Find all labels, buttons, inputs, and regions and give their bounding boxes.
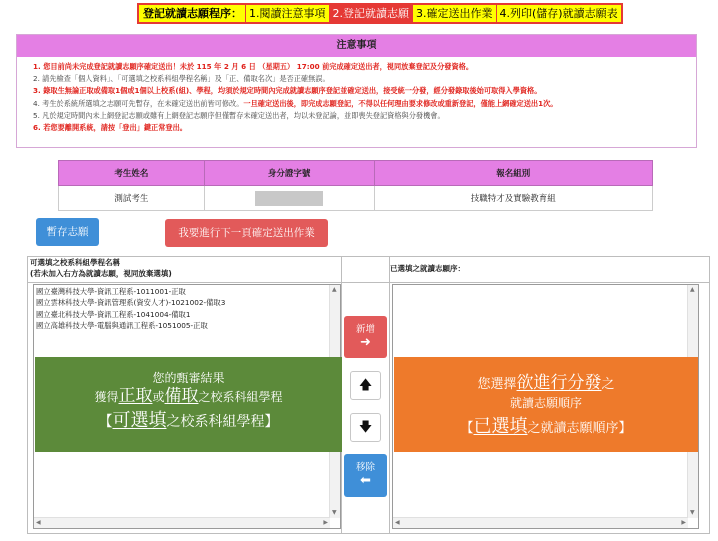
orange-banner-bracket: 【 bbox=[460, 421, 474, 436]
available-programs-banner bbox=[35, 357, 342, 452]
remove-button-label: 移除 bbox=[355, 462, 375, 473]
next-page-confirm-button[interactable]: 我要進行下一頁確定送出作業 bbox=[165, 219, 328, 247]
add-preference-button[interactable] bbox=[344, 316, 387, 358]
green-banner-selectable: 可選填 bbox=[112, 410, 167, 431]
registration-group: 技職特才及實驗教育組 bbox=[374, 186, 652, 211]
program-option-4[interactable]: 國立高雄科技大學-電腦與通訊工程系-1051005-正取 bbox=[36, 320, 208, 330]
step-3-confirm: 3.確定送出作業 bbox=[412, 5, 496, 22]
notice-panel bbox=[16, 34, 697, 148]
green-banner-text: 或 bbox=[152, 390, 165, 404]
remove-preference-button[interactable] bbox=[344, 454, 387, 497]
arrow-right-icon: ➜ bbox=[360, 335, 371, 350]
move-down-button[interactable] bbox=[350, 413, 381, 442]
green-banner-bracket: 【 bbox=[98, 414, 113, 430]
scroll-right-arrow-icon[interactable]: ▶ bbox=[323, 519, 328, 526]
orange-banner-selected: 已選填 bbox=[473, 416, 528, 437]
header-applicant-name: 考生姓名 bbox=[59, 161, 205, 186]
green-banner-line1: 您的甄審結果 bbox=[152, 371, 225, 385]
green-banner-line3 bbox=[35, 407, 342, 436]
applicant-data-row bbox=[59, 186, 653, 211]
scroll-left-arrow-icon[interactable]: ◀ bbox=[36, 519, 41, 526]
scroll-left-arrow-icon[interactable]: ◀ bbox=[395, 519, 400, 526]
step-progress-bar bbox=[137, 3, 623, 24]
notice-list bbox=[17, 57, 696, 134]
grid-header-divider bbox=[27, 282, 710, 283]
orange-banner-line2: 就讀志願順序 bbox=[509, 396, 582, 410]
scroll-up-arrow-icon[interactable]: ▲ bbox=[690, 286, 695, 293]
scroll-down-arrow-icon[interactable]: ▼ bbox=[332, 509, 337, 516]
step-1-read-notice: 1.閱讀注意事項 bbox=[245, 5, 329, 22]
program-option-1[interactable]: 國立臺灣科技大學-資訊工程系-1011001-正取 bbox=[36, 287, 186, 296]
scroll-right-arrow-icon[interactable]: ▶ bbox=[681, 519, 686, 526]
left-horizontal-scrollbar[interactable] bbox=[34, 517, 330, 528]
header-registration-group: 報名組別 bbox=[374, 161, 652, 186]
green-banner-text: 之校系科組學程】 bbox=[166, 414, 279, 430]
grid-divider-right bbox=[389, 256, 390, 534]
id-number-cell bbox=[204, 186, 374, 211]
green-banner-waitlist: 備取 bbox=[164, 386, 199, 406]
notice-item-4-plain: 4. 考生於系統所選填之志願可先暫存，在未確定送出前皆可修改。 bbox=[33, 98, 244, 108]
green-banner-admitted: 正取 bbox=[118, 386, 153, 406]
move-up-button[interactable] bbox=[350, 371, 381, 400]
step-2-register: 2.登記就讀志願 bbox=[329, 5, 413, 22]
selected-preferences-banner bbox=[394, 357, 698, 452]
right-horizontal-scrollbar[interactable] bbox=[393, 517, 688, 528]
program-option-3[interactable]: 國立臺北科技大學-資訊工程系-1041004-備取1 bbox=[36, 309, 191, 319]
selected-preferences-heading: 已選填之就讀志願序： bbox=[390, 264, 465, 273]
available-programs-title: 可選填之校系科組學程名稱 bbox=[30, 258, 120, 267]
applicant-header-row bbox=[59, 161, 653, 186]
applicant-info-table bbox=[58, 160, 653, 211]
arrow-down-icon: 🡇 bbox=[358, 420, 373, 435]
notice-item-4-bold: 一旦確定送出後，即完成志願登記，不得以任何理由要求修改或重新登記，僅能上網確定送出1次。 bbox=[243, 98, 558, 108]
notice-item-5: 5. 凡於規定時間內未上網登記志願或雖有上網登記志願序但僅暫存未確定送出者，均以未登記論，並即喪失登記資格與分發機會。 bbox=[33, 110, 445, 120]
notice-item-1: 1. 您目前尚未完成登記就讀志願序確定送出！未於 115 年 2 月 6 日 （星期五） 17:00 前完成確定送出者，視同放棄登記及分發資格。 bbox=[33, 62, 474, 71]
notice-item-3: 3. 錄取生無論正取或備取1個或1個以上校系(組)、學程，均須於規定時間內完成就讀志願序登記並確定送出，接受統一分發，經分發錄取後始可取得入學資格。 bbox=[33, 86, 542, 96]
save-draft-button[interactable]: 暫存志願 bbox=[36, 218, 99, 246]
notice-title: 注意事項 bbox=[17, 35, 696, 57]
notice-item-6: 6. 若您要離開系統，請按「登出」鍵正常登出。 bbox=[33, 123, 187, 133]
orange-banner-text: 您選擇 bbox=[477, 377, 517, 392]
add-button-label: 新增 bbox=[355, 324, 375, 335]
green-banner-text: 之校系科組學程 bbox=[198, 390, 283, 404]
notice-item-2: 2. 請先檢查「個人資料」、「可選填之校系科組學程名稱」及「正、備取名次」是否正確無誤。 bbox=[33, 74, 330, 84]
applicant-name: 測試考生 bbox=[59, 186, 205, 211]
available-programs-note: (若未加入右方為就讀志願，視同放棄選填) bbox=[30, 269, 172, 278]
green-banner-text: 獲得 bbox=[94, 390, 119, 404]
orange-banner-text: 之 bbox=[601, 377, 615, 392]
step-4-print: 4.列印(儲存)就讀志願表 bbox=[496, 5, 621, 22]
id-number-masked bbox=[255, 191, 323, 206]
arrow-left-icon: ⬅ bbox=[360, 473, 371, 488]
scroll-up-arrow-icon[interactable]: ▲ bbox=[332, 286, 337, 293]
scroll-down-arrow-icon[interactable]: ▼ bbox=[690, 509, 695, 516]
orange-banner-line3 bbox=[394, 412, 698, 444]
notice-item-4 bbox=[33, 98, 696, 110]
header-id-number: 身分證字號 bbox=[204, 161, 374, 186]
available-programs-heading bbox=[30, 257, 340, 282]
orange-banner-line1 bbox=[394, 374, 698, 394]
green-banner-line2 bbox=[35, 386, 342, 407]
program-option-2[interactable]: 國立雲林科技大學-資訊管理系(資安人才)-1021002-備取3 bbox=[36, 298, 226, 308]
orange-banner-distribution: 欲進行分發 bbox=[516, 373, 602, 393]
arrow-up-icon: 🡅 bbox=[358, 378, 373, 393]
step-bar-title: 登記就讀志願程序： bbox=[143, 7, 242, 20]
orange-banner-text: 之就讀志願順序】 bbox=[527, 421, 632, 436]
